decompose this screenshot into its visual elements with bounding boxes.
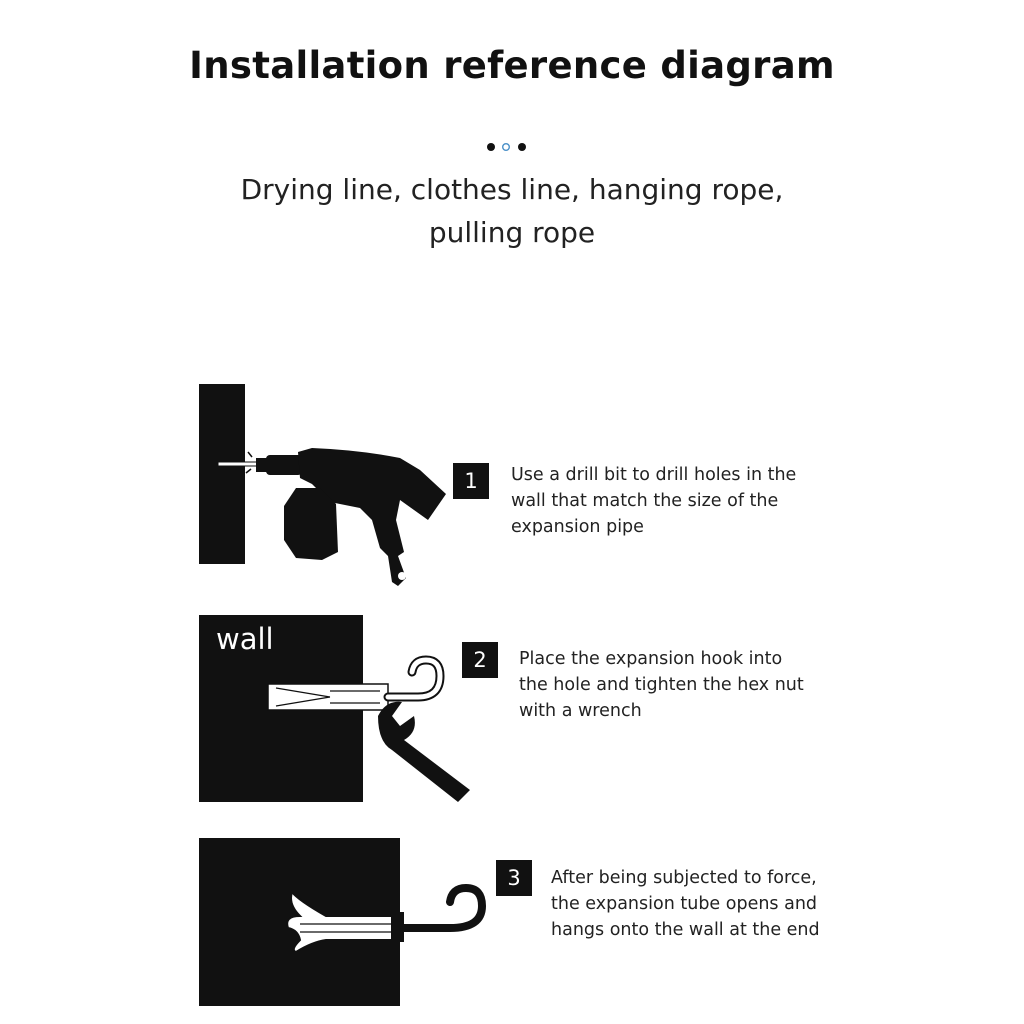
step-2-text <box>519 646 804 724</box>
step-1-line-3: expansion pipe <box>511 517 644 537</box>
step-1-badge: 1 <box>453 463 489 499</box>
dot-2-active <box>503 144 510 151</box>
step-1-line-1: Use a drill bit to drill holes in the <box>511 465 797 485</box>
dot-3 <box>518 143 526 151</box>
step-1-line-2: wall that match the size of the <box>511 491 779 511</box>
step-3-line-2: the expansion tube opens and <box>551 894 818 914</box>
drill-bit <box>218 462 258 466</box>
step-1-illustration <box>195 380 455 595</box>
step-3-line-1: After being subjected to force, <box>551 868 817 888</box>
wall-label: wall <box>216 622 274 656</box>
hook-icon <box>404 888 482 928</box>
step-2-line-3: with a wrench <box>519 701 642 721</box>
step-3-illustration <box>195 835 495 1010</box>
step-1-text <box>511 462 796 540</box>
carousel-dots <box>486 141 528 153</box>
page-title: Installation reference diagram <box>189 44 835 87</box>
subtitle-line-1: Drying line, clothes line, hanging rope, <box>240 173 784 206</box>
wrench-icon <box>378 702 470 802</box>
subtitle-line-2: pulling rope <box>428 216 596 249</box>
subtitle <box>170 168 854 254</box>
step-3-badge: 3 <box>496 860 532 896</box>
wall-block <box>199 384 245 564</box>
step-2-line-1: Place the expansion hook into <box>519 649 783 669</box>
step-3-line-3: hangs onto the wall at the end <box>551 920 820 940</box>
step-2-line-2: the hole and tighten the hex nut <box>519 675 804 695</box>
dot-1 <box>487 143 495 151</box>
step-3-text <box>551 865 820 943</box>
step-2-badge: 2 <box>462 642 498 678</box>
